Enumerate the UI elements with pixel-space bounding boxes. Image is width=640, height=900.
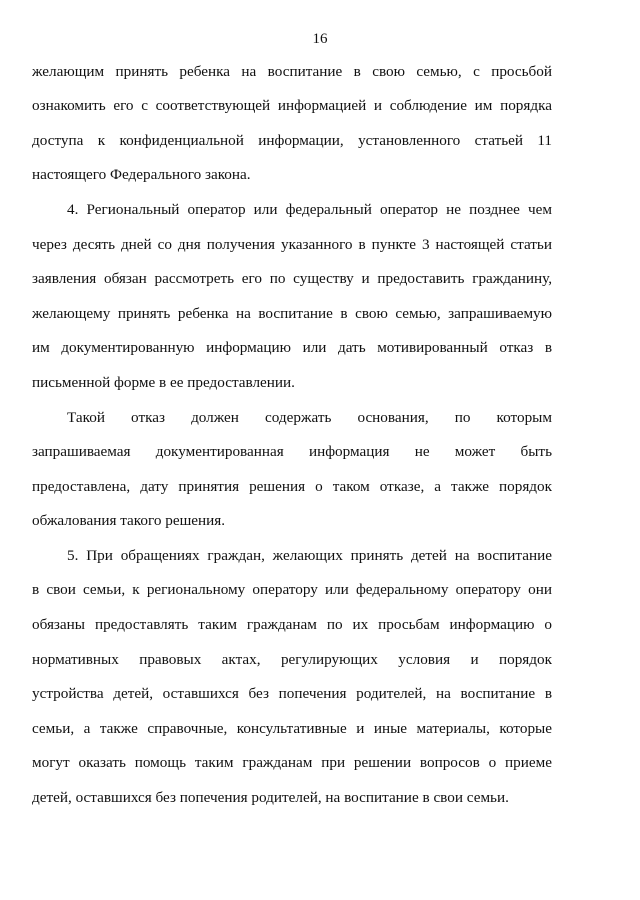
text-line: желающим принять ребенка на воспитание в свою семью, с просьбой <box>32 63 552 80</box>
text-line: в свои семьи, к региональному оператору или федеральному оператору они <box>32 581 552 598</box>
text-line: заявления обязан рассмотреть его по существу и предоставить гражданину, <box>32 270 552 287</box>
text-line: нормативных правовых актах, регулирующих условия и порядок <box>32 651 552 668</box>
text-line: ознакомить его с соответствующей информацией и соблюдение им порядка <box>32 97 552 114</box>
text-line: доступа к конфиденциальной информации, установленного статьей 11 <box>32 132 552 149</box>
text-line: детей, оставшихся без попечения родителей, на воспитание в свои семьи. <box>32 789 509 806</box>
text-line: запрашиваемая документированная информация не может быть <box>32 443 552 460</box>
text-line: через десять дней со дня получения указанного в пункте 3 настоящей статьи <box>32 236 552 253</box>
text-line: обязаны предоставлять таким гражданам по их просьбам информацию о <box>32 616 552 633</box>
text-line: могут оказать помощь таким гражданам при решении вопросов о приеме <box>32 754 552 771</box>
page-number: 16 <box>312 31 328 47</box>
text-line: 5. При обращениях граждан, желающих принять детей на воспитание <box>67 547 552 564</box>
text-line: желающему принять ребенка на воспитание в свою семью, запрашиваемую <box>32 305 552 322</box>
text-line: обжалования такого решения. <box>32 512 226 529</box>
text-line: семьи, а также справочные, консультативные и иные материалы, которые <box>32 720 552 737</box>
text-line: им документированную информацию или дать мотивированный отказ в <box>32 339 552 356</box>
text-line: устройства детей, оставшихся без попечения родителей, на воспитание в <box>32 685 552 702</box>
text-line: 4. Региональный оператор или федеральный оператор не позднее чем <box>67 201 552 218</box>
text-line: письменной форме в ее предоставлении. <box>32 374 295 391</box>
text-line: настоящего Федерального закона. <box>32 166 251 183</box>
text-line: предоставлена, дату принятия решения о таком отказе, а также порядок <box>32 478 552 495</box>
text-line: Такой отказ должен содержать основания, по которым <box>67 409 552 426</box>
